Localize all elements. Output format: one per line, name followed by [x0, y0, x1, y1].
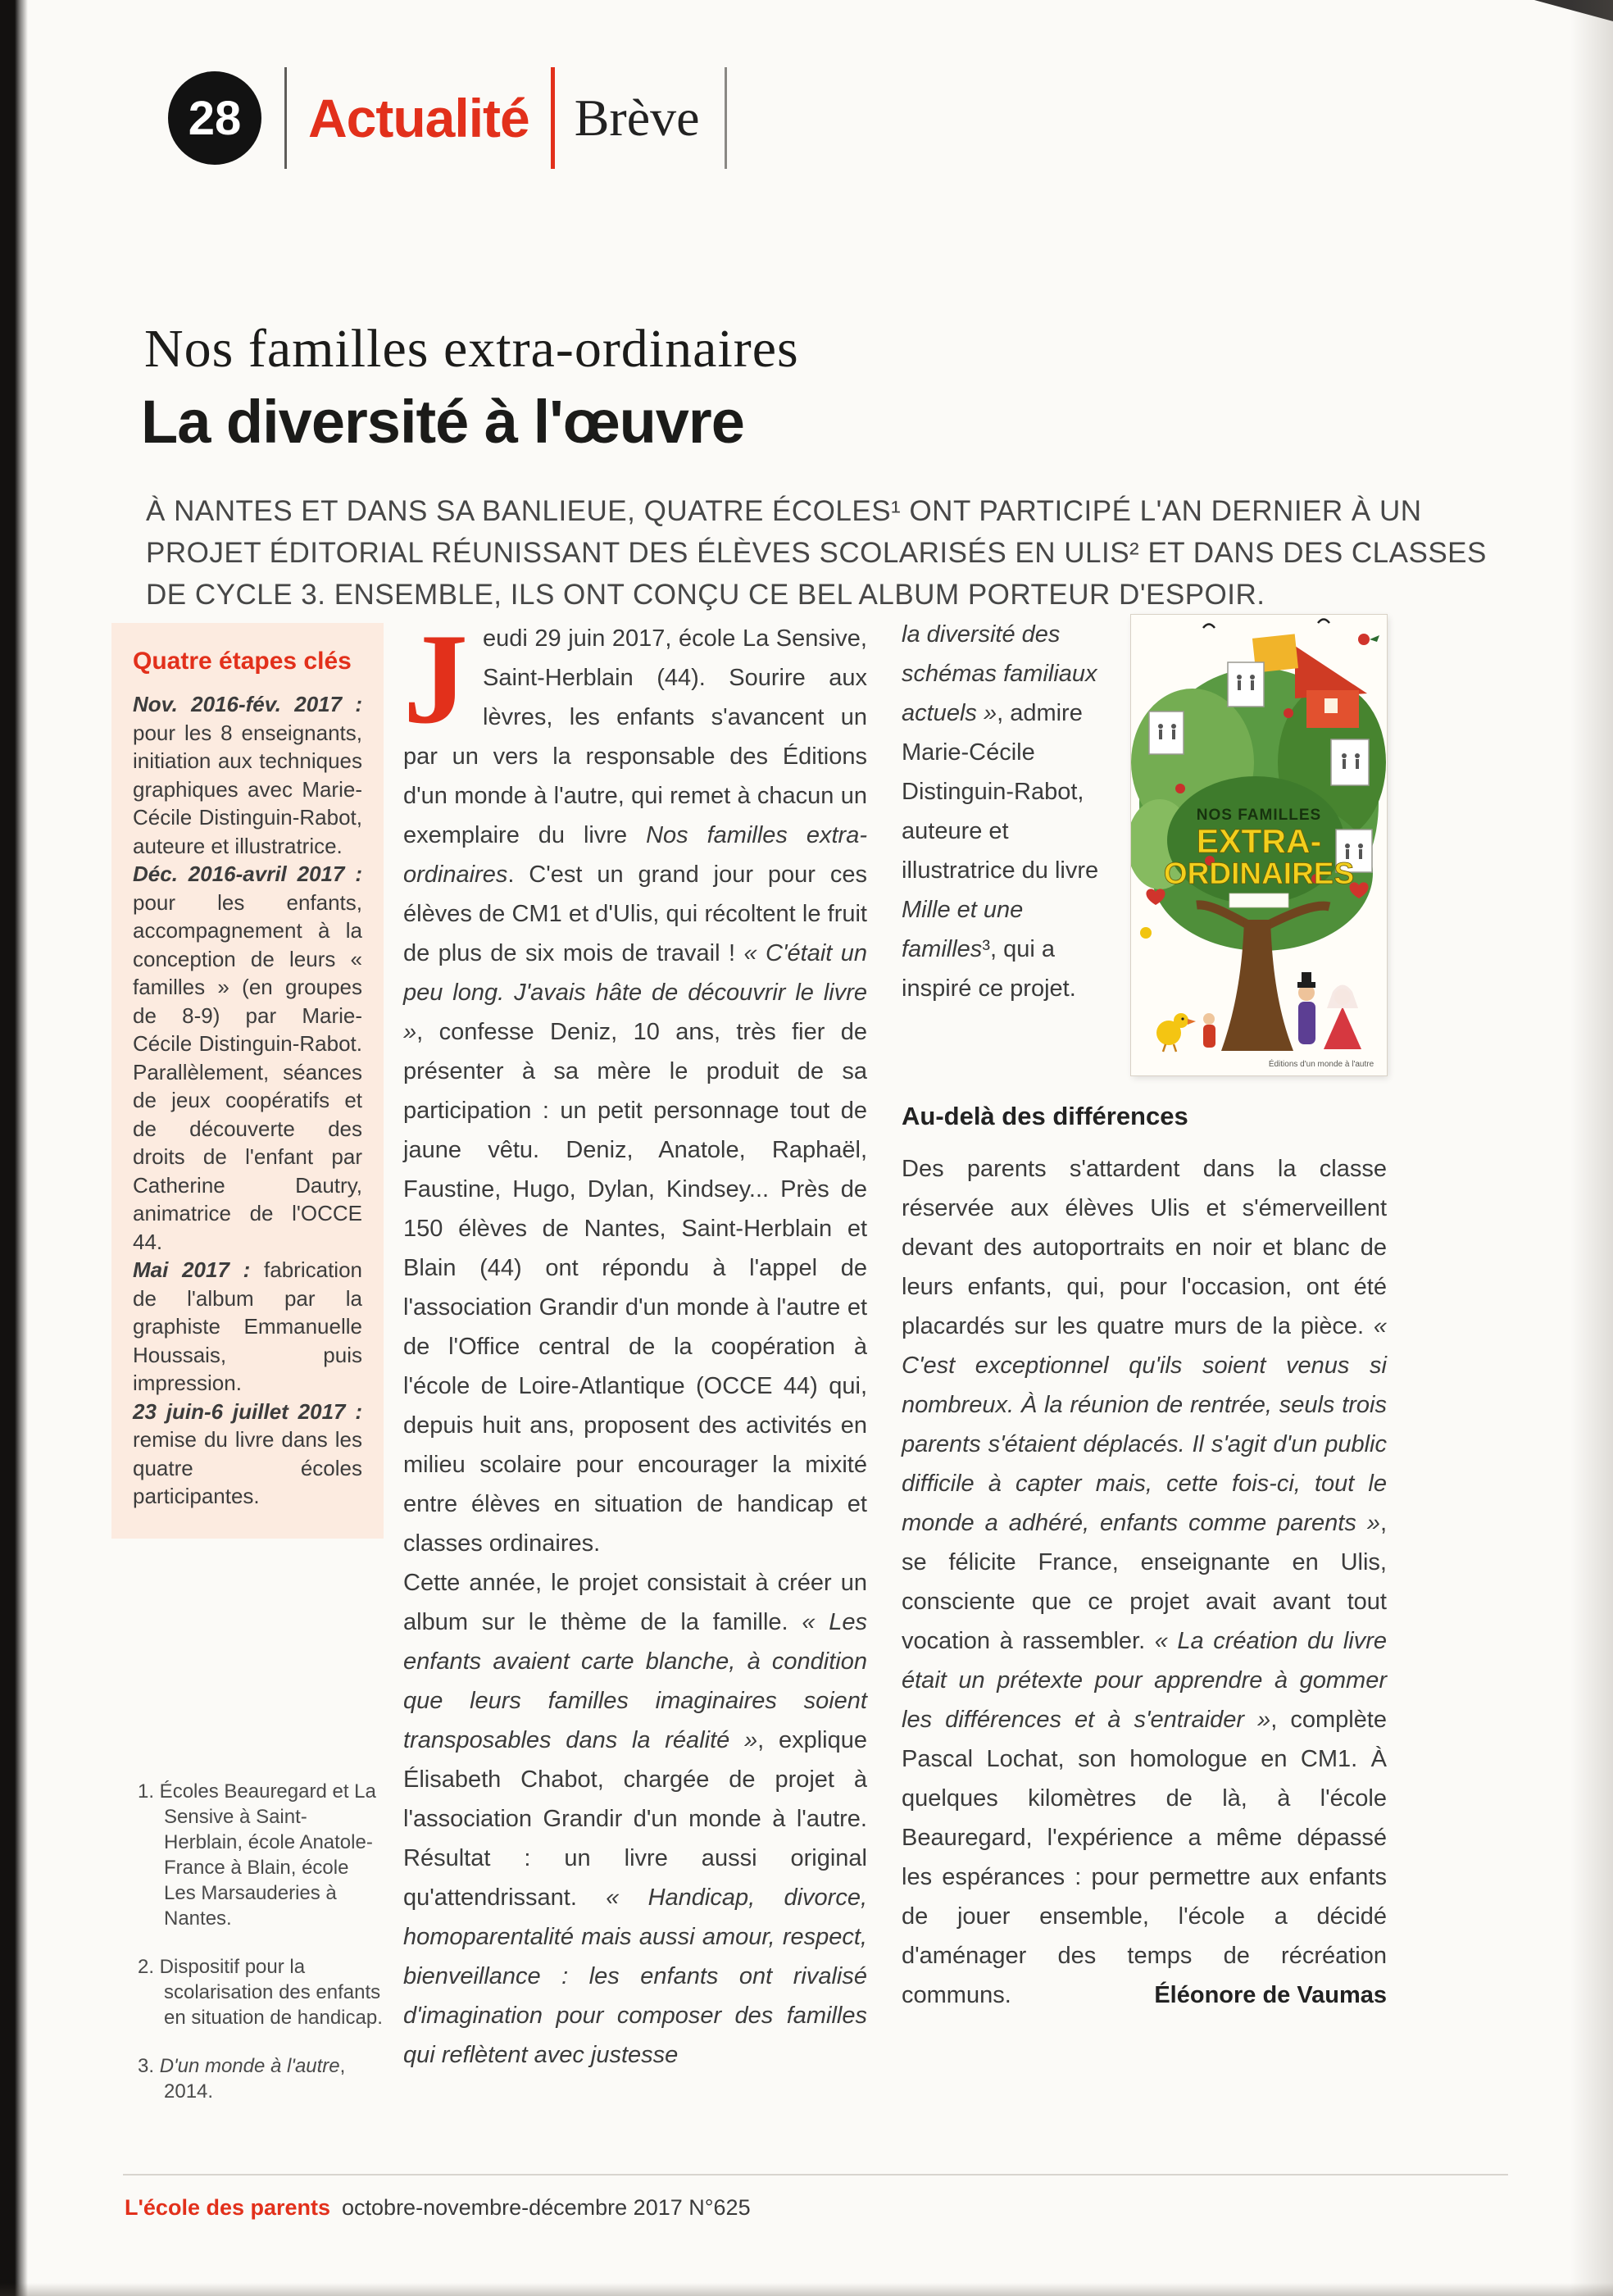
article-title: La diversité à l'œuvre [141, 388, 744, 456]
book-cover [1131, 615, 1387, 1075]
book-title-line1: NOS FAMILLES [1196, 807, 1322, 824]
subsection-label: Brève [574, 89, 700, 147]
quote-continuation: la diversité des schémas familiaux actuels », admire Marie-Cécile Distinguin-Rabot, auteure et illustratrice du livre Mille et une familles³, qui a inspiré ce projet. [902, 621, 1099, 1002]
issue-info: octobre-novembre-décembre 2017 N°625 [342, 2195, 751, 2220]
magazine-name: L'école des parents [125, 2195, 331, 2220]
sidebar-item-2: Déc. 2016-avril 2017 : pour les enfants, accompagnement à la conception de leurs « familles » (en groupes de 8-9) par Marie-Cécile Distinguin-Rabot. Parallèlement, séances de jeux coopératifs et de découverte des droits de l'enfant par Catherine Dautry, animatrice de l'OCCE 44. [133, 862, 362, 1254]
page-header [168, 67, 727, 169]
header-divider-1 [284, 67, 287, 169]
page-number: 28 [188, 91, 242, 145]
book-cover-credit: Éditions d'un monde à l'autre [1268, 1060, 1374, 1069]
sidebar-item-1: Nov. 2016-fév. 2017 : pour les 8 enseignants, initiation aux techniques graphiques avec Marie-Cécile Distinguin-Rabot, auteure et illustratrice. [133, 692, 362, 858]
article-column-main [403, 607, 868, 2075]
right-column-top [902, 615, 1387, 1075]
scan-edge-right [1570, 0, 1613, 2296]
book-cover-illustration [1131, 615, 1387, 1075]
drop-cap: J [403, 607, 468, 751]
article-paragraph-2: Cette année, le projet consistait à créer un album sur le thème de la famille. « Les enfants avaient carte blanche, à condition que leurs familles imaginaires soient transposables dans la réalité », explique Élisabeth Chabot, chargée de projet à l'association Grandir d'un monde à l'autre. Résultat : un livre aussi original qu'attendrissant. « Handicap, divorce, homoparentalité mais aussi amour, respect, bienveillance : les enfants ont rivalisé d'imagination pour composer des familles qui reflètent avec justesse [403, 1570, 868, 2068]
byline: Éléonore de Vaumas [1154, 1982, 1387, 2008]
sidebar-item-3: Mai 2017 : fabrication de l'album par la graphiste Emmanuelle Houssais, puis impression. [133, 1257, 362, 1395]
sidebar-item-4: 23 juin-6 juillet 2017 : remise du livre dans les quatre écoles participantes. [133, 1398, 362, 1508]
footnote-2: 2. Dispositif pour la scolarisation des enfants en situation de handicap. [138, 1956, 383, 2029]
article-column-right [902, 615, 1387, 2015]
footnote-1: 1. Écoles Beauregard et La Sensive à Saint-Herblain, école Anatole-France à Blain, école Les Marsauderies à Nantes. [138, 1780, 376, 1930]
footnote-3: 3. D'un monde à l'autre, 2014. [138, 2055, 346, 2103]
article-paragraph-1 [403, 607, 867, 1563]
article-subheading: Au-delà des différences [902, 1102, 1188, 1130]
header-divider-2 [725, 67, 727, 169]
sidebar-title: Quatre étapes clés [133, 648, 352, 675]
book-title-line2: EXTRA- [1196, 822, 1322, 860]
footnotes-block [138, 1779, 385, 2127]
article-kicker: Nos familles extra-ordinaires [144, 319, 799, 379]
section-label: Actualité [308, 88, 529, 148]
scan-edge-left [0, 0, 28, 2296]
sidebar-key-steps-box [111, 623, 384, 1539]
page-footer [125, 2195, 751, 2221]
footer-rule [123, 2174, 1508, 2176]
article-lede: À NANTES ET DANS SA BANLIEUE, QUATRE ÉCOLES¹ ONT PARTICIPÉ L'AN DERNIER À UN PROJET ÉDITORIAL RÉUNISSANT DES ÉLÈVES SCOLARISÉS EN ULIS² ET DANS DES CLASSES DE CYCLE 3. ENSEMBLE, ILS ONT CONÇU CE BEL ALBUM PORTEUR D'ESPOIR. [146, 495, 1487, 611]
paragraph-1-text: eudi 29 juin 2017, école La Sensive, Saint-Herblain (44). Sourire aux lèvres, les enfants s'avancent un par un vers la responsable des Éditions d'un monde à l'autre, qui remet à chacun un exemplaire du livre Nos familles extra-ordinaires. C'est un grand jour pour ces élèves de CM1 et d'Ulis, qui récoltent le fruit de plus de six mois de travail ! « C'était un peu long. J'avais hâte de découvrir le livre », confesse Deniz, 10 ans, très fier de présenter à sa mère le produit de sa participation : un petit personnage tout de jaune vêtu. Deniz, Anatole, Raphaël, Faustine, Hugo, Dylan, Kindsey... Près de 150 élèves de Nantes, Saint-Herblain et Blain (44) ont répondu à l'appel de l'association Grandir d'un monde à l'autre et de l'Office central de la coopération à l'école de Loire-Atlantique (OCCE 44) qui, depuis huit ans, proposent des activités en milieu scolaire pour encourager la mixité entre élèves en situation de handicap et classes ordinaires. [403, 625, 867, 1557]
book-title-line3: ORDINAIRES [1163, 857, 1355, 890]
page-number-badge [168, 71, 261, 165]
article-paragraph-3: Des parents s'attardent dans la classe réservée aux élèves Ulis et s'émerveillent devant des autoportraits en noir et blanc de leurs enfants, qui, pour l'occasion, ont été placardés sur les quatre murs de la pièce. « C'est exceptionnel qu'ils soient venus si nombreux. À la réunion de rentrée, seuls trois parents s'étaient déplacés. Il s'agit d'un public difficile à capter mais, cette fois-ci, tout le monde a adhéré, enfants comme parents », se félicite France, enseignante en Ulis, consciente que ce projet avait avant tout vocation à rassembler. « La création du livre était un prétexte pour apprendre à gommer les différences et à s'entraider », complète Pascal Lochat, son homologue en CM1. À quelques kilomètres de là, à l'école Beauregard, l'expérience a même dépassé les espérances : pour permettre aux enfants de jouer ensemble, l'école a décidé d'aménager des temps de récréation communs. [902, 1156, 1387, 2008]
header-divider-red [551, 67, 555, 169]
scan-edge-bottom [0, 2283, 1613, 2296]
